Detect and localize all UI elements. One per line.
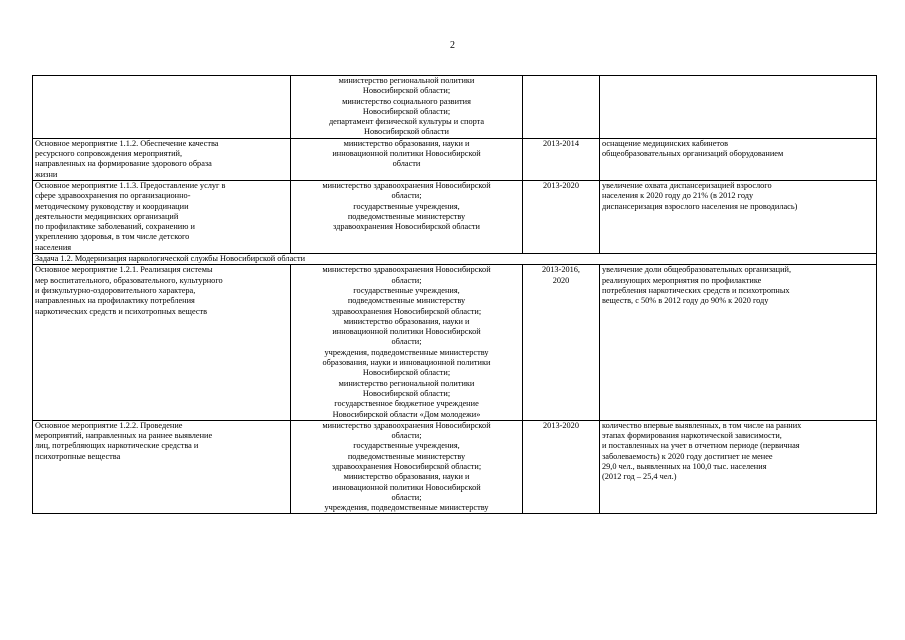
- executors-cell-line: подведомственные министерству: [347, 451, 466, 461]
- executors-cell-line: инновационной политики Новосибирской: [332, 482, 481, 492]
- table-row: [33, 138, 877, 180]
- executors-cell-line: министерство здравоохранения Новосибирской: [322, 420, 491, 430]
- measure-cell: [33, 265, 291, 420]
- measure-cell-line: по профилактике заболеваний, сохранению и: [35, 222, 195, 232]
- executors-cell-line: Новосибирской области «Дом молодежи»: [332, 409, 481, 419]
- table-row: [33, 265, 877, 420]
- result-cell: [600, 138, 877, 180]
- period-cell: [523, 420, 600, 514]
- result-cell-line: населения к 2020 году до 21% (в 2012 году: [602, 191, 754, 201]
- executors-cell-line: области;: [391, 275, 422, 285]
- executors-cell-line: министерство образования, науки и: [343, 138, 470, 148]
- table-row: [33, 180, 877, 253]
- executors-cell-line: области;: [391, 431, 422, 441]
- task-heading: Задача 1.2. Модернизация наркологической службы Новосибирской области: [33, 254, 877, 265]
- measure-cell-line: направленных на профилактику потребления: [35, 296, 195, 306]
- table-row: [33, 76, 877, 139]
- period-text: 2013-2016, 2020: [541, 265, 581, 285]
- executors-cell-line: министерство образования, науки и: [343, 472, 470, 482]
- executors-cell: [291, 420, 523, 514]
- executors-cell-line: министерство здравоохранения Новосибирской: [322, 265, 491, 275]
- executors-cell-line: министерство социального развития: [342, 96, 471, 106]
- executors-cell-line: здравоохранения Новосибирской области;: [331, 306, 482, 316]
- executors-cell-line: здравоохранения Новосибирской области: [333, 222, 480, 232]
- result-cell-line: диспансеризация взрослого населения не проводилась): [602, 201, 798, 211]
- measure-cell-line: Основное мероприятие 1.1.2. Обеспечение качества: [35, 138, 219, 148]
- measure-cell-line: жизни: [35, 169, 58, 179]
- measure-cell-line: наркотических средств и психотропных веществ: [35, 306, 208, 316]
- executors-cell-line: государственное бюджетное учреждение: [334, 399, 479, 409]
- executors-cell-line: области;: [391, 337, 422, 347]
- executors-cell-line: Новосибирской области;: [362, 388, 451, 398]
- result-cell-line: количество впервые выявленных, в том числе на ранних: [602, 420, 802, 430]
- period-cell: [523, 138, 600, 180]
- executors-cell-line: государственные учреждения,: [353, 285, 460, 295]
- result-cell-line: 29,0 чел., выявленных на 100,0 тыс. населения: [602, 461, 767, 471]
- program-measures-table: [32, 75, 877, 514]
- executors-cell-line: Новосибирской области;: [362, 106, 451, 116]
- result-cell: [600, 76, 877, 139]
- result-cell-line: общеобразовательных организаций оборудованием: [602, 149, 784, 159]
- measure-cell-line: психотропные вещества: [35, 451, 121, 461]
- measure-cell-line: и физкультурно-оздоровительного характера,: [35, 285, 196, 295]
- measure-cell-line: Основное мероприятие 1.2.2. Проведение: [35, 420, 183, 430]
- executors-cell-line: департамент физической культуры и спорта: [328, 117, 485, 127]
- measure-cell: [33, 138, 291, 180]
- executors-cell-line: государственные учреждения,: [353, 441, 460, 451]
- executors-cell-line: министерство образования, науки и: [343, 316, 470, 326]
- executors-cell-line: области;: [391, 191, 422, 201]
- executors-cell-line: Новосибирской области: [364, 127, 449, 137]
- executors-cell: [291, 138, 523, 180]
- executors-cell-line: подведомственные министерству: [347, 296, 466, 306]
- result-cell: [600, 420, 877, 514]
- executors-cell-line: министерство здравоохранения Новосибирской: [322, 180, 491, 190]
- executors-cell-line: министерство региональной политики: [338, 76, 475, 85]
- result-cell: [600, 180, 877, 253]
- period-cell: [523, 76, 600, 139]
- measure-cell-line: ресурсного сопровождения мероприятий,: [35, 149, 183, 159]
- executors-cell: [291, 76, 523, 139]
- executors-cell-line: области: [392, 159, 421, 169]
- measure-cell-line: мероприятий, направленных на раннее выявление: [35, 431, 213, 441]
- result-cell-line: (2012 год – 25,4 чел.): [602, 472, 677, 482]
- period-text: 2013-2020: [543, 180, 579, 190]
- result-cell-line: заболеваемость) к 2020 году достигнет не менее: [602, 451, 773, 461]
- executors-cell-line: здравоохранения Новосибирской области;: [331, 461, 482, 471]
- measure-cell-line: лиц, потребляющих наркотические средства и: [35, 441, 199, 451]
- measure-cell: [33, 420, 291, 514]
- measure-cell-line: населения: [35, 242, 72, 252]
- result-cell-line: оснащение медицинских кабинетов: [602, 138, 729, 148]
- executors-cell-line: государственные учреждения,: [353, 201, 460, 211]
- period-text: 2013-2020: [543, 420, 579, 430]
- executors-cell: [291, 180, 523, 253]
- measure-cell-line: Основное мероприятие 1.2.1. Реализация системы: [35, 265, 213, 275]
- measure-cell-line: методическому руководству и координации: [35, 201, 189, 211]
- executors-cell-line: образования, науки и инновационной политики: [322, 358, 491, 368]
- measure-cell: [33, 180, 291, 253]
- table-row: [33, 420, 877, 514]
- executors-cell-line: учреждения, подведомственные министерству: [324, 503, 489, 513]
- measure-cell: [33, 76, 291, 139]
- result-cell-line: реализующих мероприятия по профилактике: [602, 275, 762, 285]
- measure-cell-line: направленных на формирование здорового образа: [35, 159, 212, 169]
- page-number: 2: [450, 40, 455, 51]
- period-cell: [523, 265, 600, 420]
- executors-cell-line: министерство региональной политики: [338, 378, 475, 388]
- period-cell: [523, 180, 600, 253]
- table-body: [33, 76, 877, 514]
- result-cell-line: веществ, с 50% в 2012 году до 90% к 2020 году: [602, 296, 769, 306]
- period-text: 2013-2014: [543, 138, 579, 148]
- measure-cell-line: деятельности медицинских организаций: [35, 211, 179, 221]
- measure-cell-line: укреплению здоровья, в том числе детского: [35, 232, 190, 242]
- executors-cell-line: инновационной политики Новосибирской: [332, 327, 481, 337]
- result-cell-line: и поставленных на учет в отчетном периоде (первичная: [602, 441, 800, 451]
- executors-cell-line: подведомственные министерству: [347, 211, 466, 221]
- result-cell-line: потребления наркотических средств и психотропных: [602, 285, 790, 295]
- result-cell: [600, 265, 877, 420]
- executors-cell-line: области;: [391, 492, 422, 502]
- result-cell-line: увеличение охвата диспансеризацией взрослого: [602, 180, 772, 190]
- task-row: [33, 254, 877, 265]
- measure-cell-line: сфере здравоохранения по организационно-: [35, 191, 191, 201]
- executors-cell: [291, 265, 523, 420]
- result-cell-line: этапах формирования наркотической зависимости,: [602, 431, 782, 441]
- executors-cell-line: Новосибирской области;: [362, 368, 451, 378]
- result-cell-line: увеличение доли общеобразовательных организаций,: [602, 265, 792, 275]
- executors-cell-line: Новосибирской области;: [362, 86, 451, 96]
- executors-cell-line: инновационной политики Новосибирской: [332, 149, 481, 159]
- measure-cell-line: Основное мероприятие 1.1.3. Предоставление услуг в: [35, 180, 226, 190]
- executors-cell-line: учреждения, подведомственные министерству: [324, 347, 489, 357]
- measure-cell-line: мер воспитательного, образовательного, культурного: [35, 275, 223, 285]
